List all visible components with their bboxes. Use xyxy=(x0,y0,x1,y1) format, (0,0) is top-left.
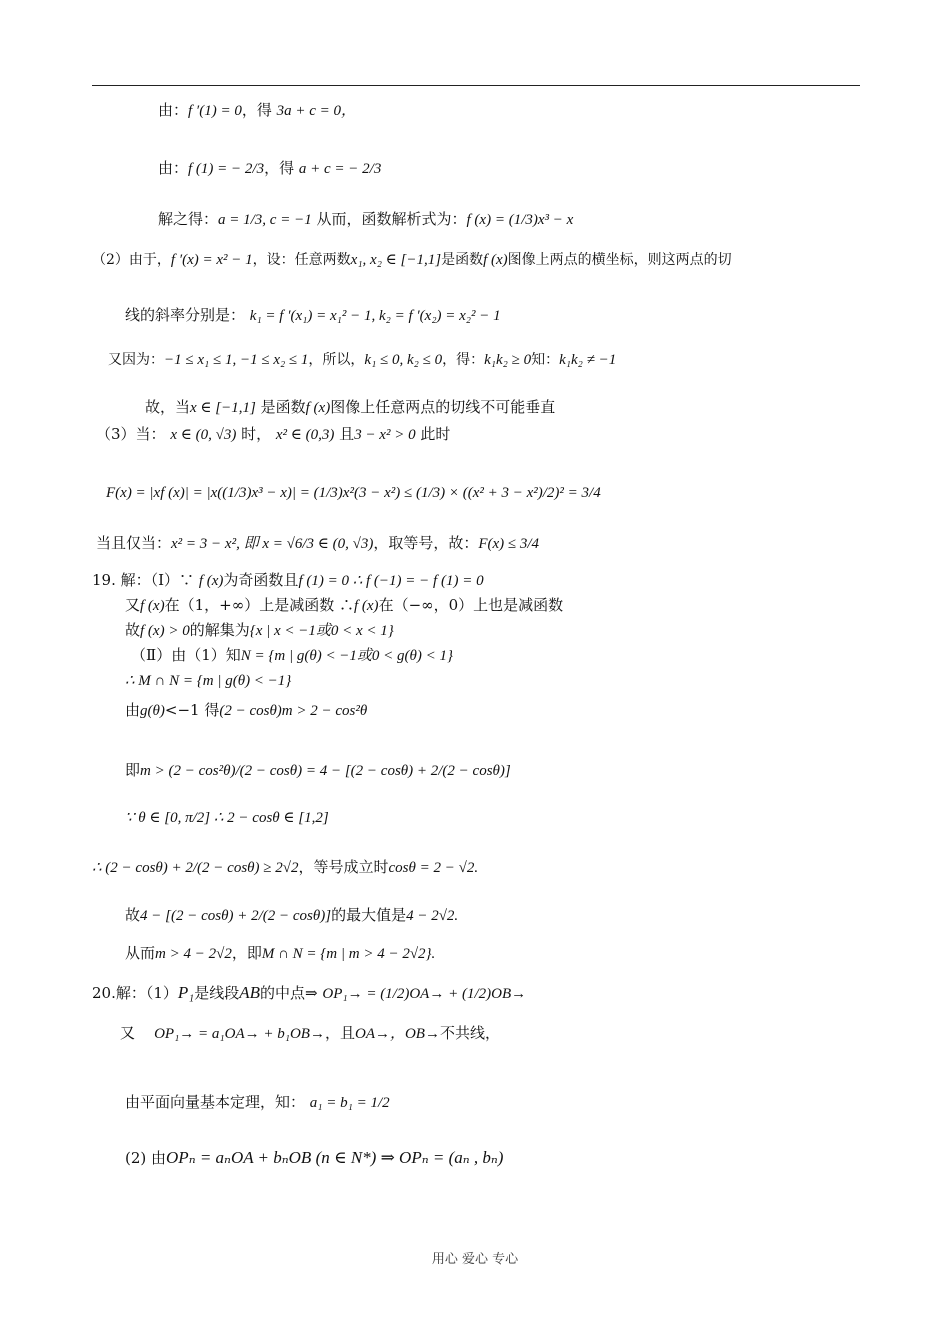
line-8: （3）当： x ∈ (0, √3) 时， x² ∈ (0,3) 且3 − x² > 0 此时 xyxy=(96,425,451,443)
line-9: F(x) = |xf (x)| = |x((1/3)x³ − x)| = (1/3)x²(3 − x²) ≤ (1/3) × ((x² + 3 − x²)/2)² = 3/4 xyxy=(106,485,601,501)
line-19: ∴ (2 − cosθ) + 2/(2 − cosθ) ≥ 2√2，等号成立时cosθ = 2 − √2. xyxy=(92,858,479,876)
page-footer: 用心 爱心 专心 xyxy=(431,1252,519,1267)
line-11: 19. 解：（Ⅰ）∵ f (x)为奇函数且f (1) = 0 ∴ f (−1) = − f (1) = 0 xyxy=(92,571,484,589)
line-6: 又因为：−1 ≤ x₁ ≤ 1, −1 ≤ x₂ ≤ 1，所以，k₁ ≤ 0, k₂ ≤ 0，得：k₁k₂ ≥ 0知：k₁k₂ ≠ −1 xyxy=(108,352,617,368)
line-21: 从而m > 4 − 2√2，即M ∩ N = {m | m > 4 − 2√2}. xyxy=(125,944,436,962)
line-22: 20.解：（1）P₁是线段AB的中点⇒ OP₁→ = (1/2)OA→ + (1/2)OB→ xyxy=(92,983,527,1002)
line-4: （2）由于，f ′(x) = x² − 1，设：任意两数x₁, x₂ ∈ [−1,1]是函数f (x)图像上两点的横坐标，则这两点的切 xyxy=(92,252,732,268)
line-24: 由平面向量基本定理，知： a₁ = b₁ = 1/2 xyxy=(125,1093,390,1111)
line-15: ∴ M ∩ N = {m | g(θ) < −1} xyxy=(125,673,292,689)
line-3: 解之得：a = 1/3, c = −1 从而，函数解析式为：f (x) = (1/3)x³ − x xyxy=(158,210,574,228)
line-10: 当且仅当：x² = 3 − x², 即 x = √6/3 ∈ (0, √3)，取等号，故：F(x) ≤ 3/4 xyxy=(96,534,540,552)
line-14: （Ⅱ）由（1）知N = {m | g(θ) < −1或0 < g(θ) < 1} xyxy=(131,646,454,664)
line-1: 由：f ′(1) = 0，得 3a + c = 0， xyxy=(158,101,357,119)
line-13: 故f (x) > 0的解集为{x | x < −1或0 < x < 1} xyxy=(125,621,394,639)
line-18: ∵ θ ∈ [0, π/2] ∴ 2 − cosθ ∈ [1,2] xyxy=(125,810,329,826)
line-2: 由：f (1) = − 2/3，得 a + c = − 2/3 xyxy=(158,159,382,177)
line-16: 由g(θ)<−1 得(2 − cosθ)m > 2 − cos²θ xyxy=(125,701,368,719)
line-23: 又 OP₁→ = a₁OA→ + b₁OB→，且OA→，OB→不共线， xyxy=(120,1024,500,1042)
header-rule xyxy=(92,85,860,86)
line-25: (2) 由OPₙ = aₙOA + bₙOB (n ∈ N*) ⇒ OPₙ = (aₙ , bₙ) xyxy=(125,1148,504,1167)
line-20: 故4 − [(2 − cosθ) + 2/(2 − cosθ)]的最大值是4 − 2√2. xyxy=(125,906,459,924)
line-7: 故，当x ∈ [−1,1] 是函数f (x)图像上任意两点的切线不可能垂直 xyxy=(145,398,556,416)
line-17: 即m > (2 − cos²θ)/(2 − cosθ) = 4 − [(2 − cosθ) + 2/(2 − cosθ)] xyxy=(125,761,511,779)
line-12: 又f (x)在（1，+∞）上是减函数 ∴f (x)在（−∞，0）上也是减函数 xyxy=(125,596,564,614)
line-5: 线的斜率分别是： k₁ = f ′(x₁) = x₁² − 1, k₂ = f ′(x₂) = x₂² − 1 xyxy=(125,306,501,324)
